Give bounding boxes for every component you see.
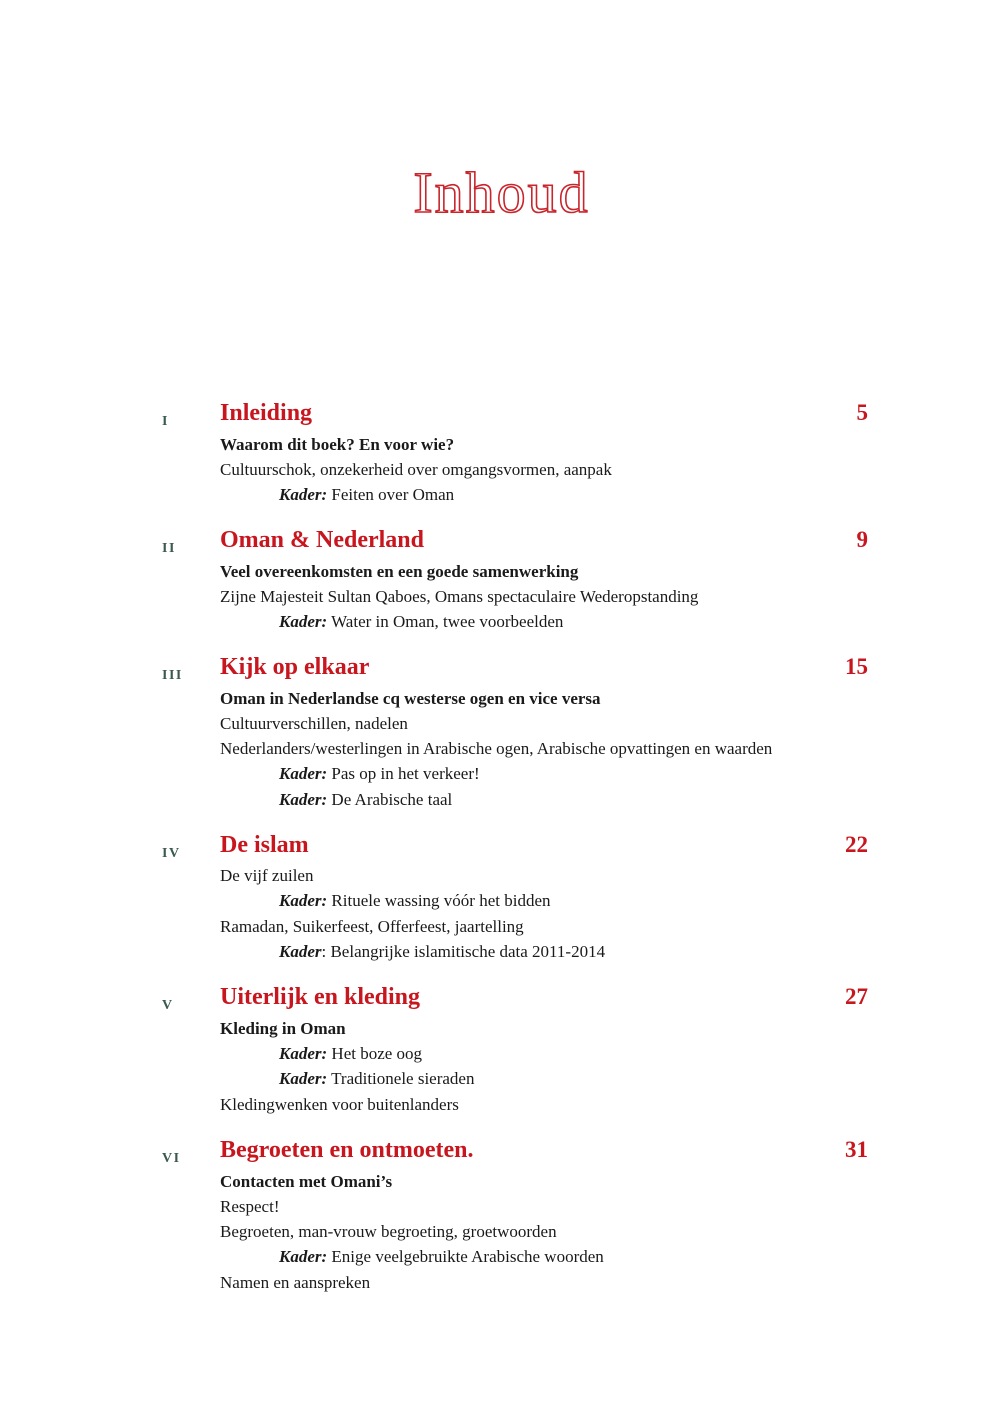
chapter-page-number: 9 [856, 527, 868, 552]
kader-text: Water in Oman, twee voorbeelden [327, 612, 564, 631]
kader-text: : Belangrijke islamitische data 2011-2014 [321, 942, 606, 961]
chapter-title[interactable]: Inleiding [220, 400, 313, 426]
kader-label: Kader: [279, 1069, 328, 1088]
kader-label: Kader: [279, 612, 328, 631]
toc-entry: Respect! [220, 1197, 280, 1216]
toc-kader-entry [279, 1247, 604, 1267]
toc-subtitle: Contacten met Omani’s [220, 1172, 393, 1191]
kader-label: Kader: [279, 764, 328, 783]
toc-entry: Nederlanders/westerlingen in Arabische ogen, Arabische opvattingen en waarden [220, 739, 773, 758]
chapter-page-number: 27 [845, 984, 868, 1009]
toc-entry: Zijne Majesteit Sultan Qaboes, Omans spectaculaire Wederopstanding [220, 587, 699, 606]
chapter-page-number: 15 [845, 654, 868, 679]
kader-label: Kader: [279, 891, 328, 910]
toc-kader-entry [279, 764, 480, 784]
chapter-page-number: 31 [845, 1137, 868, 1162]
toc-subtitle: Waarom dit boek? En voor wie? [220, 435, 455, 454]
kader-label: Kader: [279, 790, 328, 809]
toc-kader-entry [279, 1069, 474, 1089]
kader-text: Pas op in het verkeer! [327, 764, 480, 783]
toc-kader-entry [279, 485, 454, 505]
kader-label: Kader: [279, 1247, 328, 1266]
toc-entry: Cultuurschok, onzekerheid over omgangsvormen, aanpak [220, 460, 612, 479]
toc-entry: Namen en aanspreken [220, 1273, 371, 1292]
toc-subtitle: Kleding in Oman [220, 1019, 346, 1038]
chapter-page-number: 5 [856, 400, 868, 425]
toc-entry: De vijf zuilen [220, 866, 314, 885]
chapter-number: III [162, 668, 183, 683]
toc-kader-entry [279, 891, 551, 911]
kader-text: Feiten over Oman [327, 485, 455, 504]
toc-kader-entry [279, 612, 563, 632]
chapter-number: II [162, 541, 176, 556]
kader-text: Het boze oog [327, 1044, 423, 1063]
kader-text: Traditionele sieraden [327, 1069, 475, 1088]
chapter-title[interactable]: Begroeten en ontmoeten. [220, 1137, 474, 1163]
chapter-title[interactable]: Kijk op elkaar [220, 654, 370, 680]
toc-entry: Cultuurverschillen, nadelen [220, 714, 408, 733]
chapter-page-number: 22 [845, 832, 868, 857]
chapter-number: I [162, 414, 169, 429]
toc-entry: Ramadan, Suikerfeest, Offerfeest, jaartelling [220, 917, 524, 936]
toc-kader-entry [279, 942, 605, 962]
kader-text: Rituele wassing vóór het bidden [327, 891, 551, 910]
kader-label: Kader: [279, 1044, 328, 1063]
toc-entry: Kledingwenken voor buitenlanders [220, 1095, 459, 1114]
kader-label: Kader [279, 942, 322, 961]
chapter-number: VI [162, 1151, 181, 1166]
page-title: Inhoud [413, 160, 590, 225]
chapter-title[interactable]: De islam [220, 832, 309, 858]
kader-text: Enige veelgebruikte Arabische woorden [327, 1247, 604, 1266]
chapter-number: IV [162, 846, 181, 861]
toc-kader-entry [279, 1044, 422, 1064]
kader-label: Kader: [279, 485, 328, 504]
kader-text: De Arabische taal [327, 790, 453, 809]
toc-kader-entry [279, 790, 452, 810]
chapter-number: V [162, 998, 174, 1013]
toc-entry: Begroeten, man-vrouw begroeting, groetwoorden [220, 1222, 557, 1241]
toc-subtitle: Oman in Nederlandse cq westerse ogen en vice versa [220, 689, 601, 708]
chapter-title[interactable]: Oman & Nederland [220, 527, 424, 553]
toc-subtitle: Veel overeenkomsten en een goede samenwerking [220, 562, 579, 581]
chapter-title[interactable]: Uiterlijk en kleding [220, 984, 421, 1010]
